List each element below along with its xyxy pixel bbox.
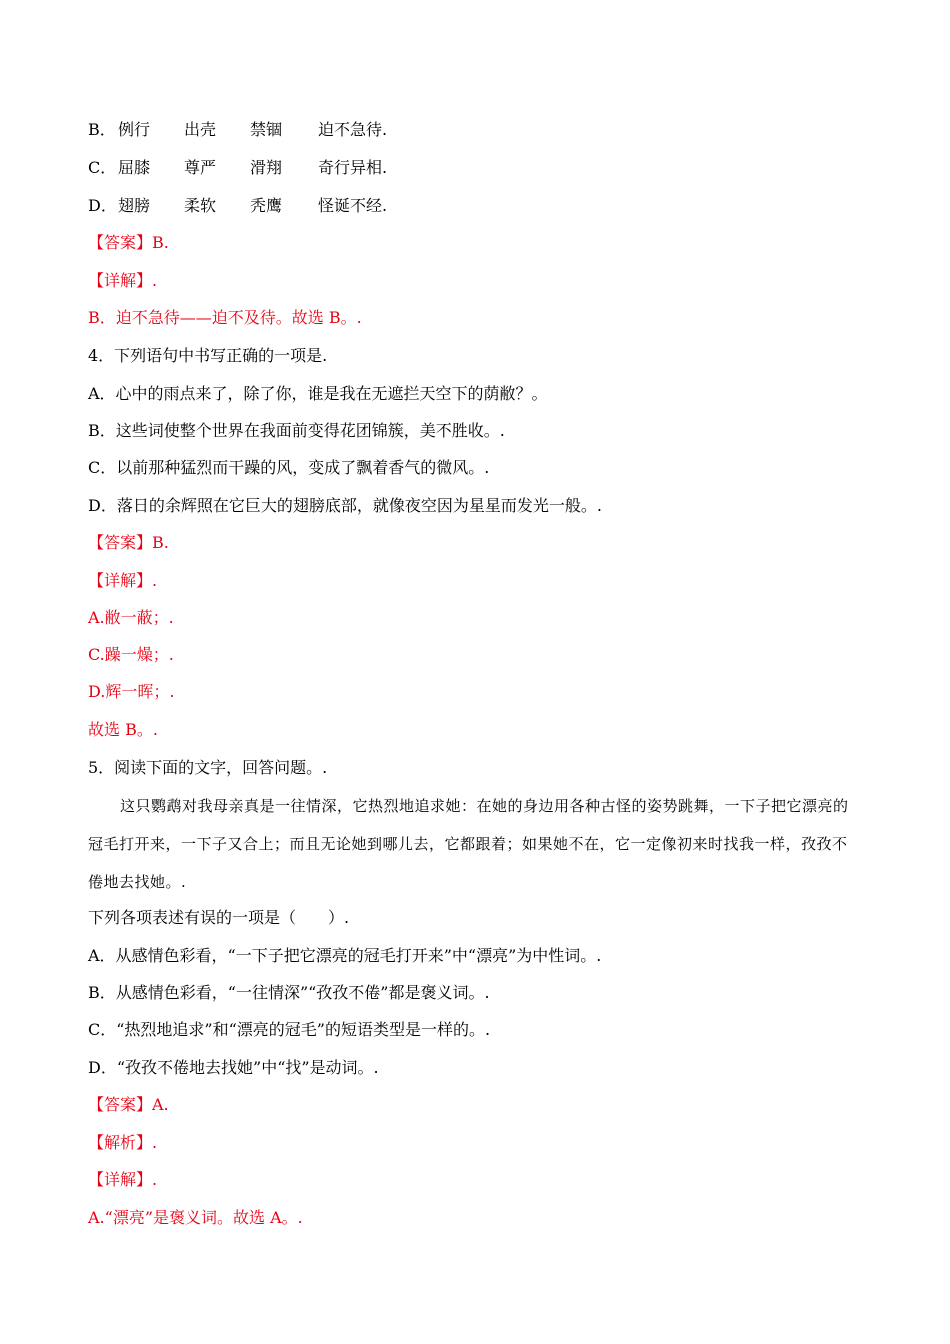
q4-detail-conclusion: 故选 B。. — [88, 720, 158, 739]
q4-detail-d: D.辉一晖；. — [88, 682, 175, 701]
q3-detail: B．迫不急待——迫不及待。故选 B。. — [88, 308, 362, 327]
q3-answer: 【答案】B. — [88, 233, 169, 252]
q4-detail-label: 【详解】. — [88, 571, 158, 590]
option-word: 迫不急待. — [318, 120, 388, 139]
q5-analysis-label: 【解析】. — [88, 1133, 158, 1152]
q3-option-b — [88, 120, 387, 140]
q4-answer: 【答案】B. — [88, 533, 169, 552]
option-word: 奇行异相. — [318, 158, 388, 177]
option-word: 翅膀 — [118, 196, 151, 215]
q5-detail-label: 【详解】. — [88, 1170, 158, 1189]
q4-detail-a: A.敝一蔽；. — [88, 608, 174, 627]
q5-answer: 【答案】A. — [88, 1095, 169, 1114]
option-label: C． — [88, 158, 117, 177]
option-word: 柔软 — [184, 196, 217, 215]
q4-option-c: C．以前那种猛烈而干躁的风，变成了飘着香气的微风。. — [88, 458, 490, 477]
option-word: 尊严 — [184, 158, 217, 177]
q4-detail-c: C.躁一燥；. — [88, 645, 174, 664]
q4-option-a: A．心中的雨点来了，除了你，谁是我在无遮拦天空下的荫敝？。 — [88, 384, 548, 403]
q5-stem: 5．阅读下面的文字，回答问题。. — [88, 758, 328, 777]
q5-option-c: C．“热烈地追求”和“漂亮的冠毛”的短语类型是一样的。. — [88, 1020, 491, 1039]
option-word: 例行 — [118, 120, 151, 139]
q3-option-c — [88, 158, 387, 178]
q4-option-b: B．这些词使整个世界在我面前变得花团锦簇，美不胜收。. — [88, 421, 505, 440]
q5-detail: A.“漂亮”是褒义词。故选 A。. — [88, 1208, 303, 1227]
q4-stem: 4．下列语句中书写正确的一项是. — [88, 346, 328, 365]
option-word: 禁锢 — [250, 120, 283, 139]
q5-passage: 这只鹦鹉对我母亲真是一往情深，它热烈地追求她：在她的身边用各种古怪的姿势跳舞，一下子把它漂亮的冠毛打开来，一下子又合上；而且无论她到哪儿去，它都跟着；如果她不在，它一定像初来时找我一样，孜孜不倦地去找她。. — [88, 797, 849, 891]
option-word: 秃鹰 — [250, 196, 283, 215]
q4-option-d: D．落日的余辉照在它巨大的翅膀底部，就像夜空因为星星而发光一般。. — [88, 496, 602, 515]
option-word: 滑翔 — [250, 158, 283, 177]
q5-option-d: D．“孜孜不倦地去找她”中“找”是动词。. — [88, 1058, 379, 1077]
q5-question: 下列各项表述有误的一项是（ ）. — [88, 908, 350, 927]
q5-option-a: A．从感情色彩看，“一下子把它漂亮的冠毛打开来”中“漂亮”为中性词。. — [88, 946, 602, 965]
q3-detail-label: 【详解】. — [88, 271, 158, 290]
option-label: D． — [88, 196, 117, 215]
option-word: 屈膝 — [118, 158, 151, 177]
option-label: B． — [88, 120, 116, 139]
option-word: 怪诞不经. — [318, 196, 388, 215]
q5-option-b: B．从感情色彩看，“一往情深”“孜孜不倦”都是褒义词。. — [88, 983, 490, 1002]
option-word: 出壳 — [184, 120, 217, 139]
q3-option-d — [88, 196, 387, 216]
